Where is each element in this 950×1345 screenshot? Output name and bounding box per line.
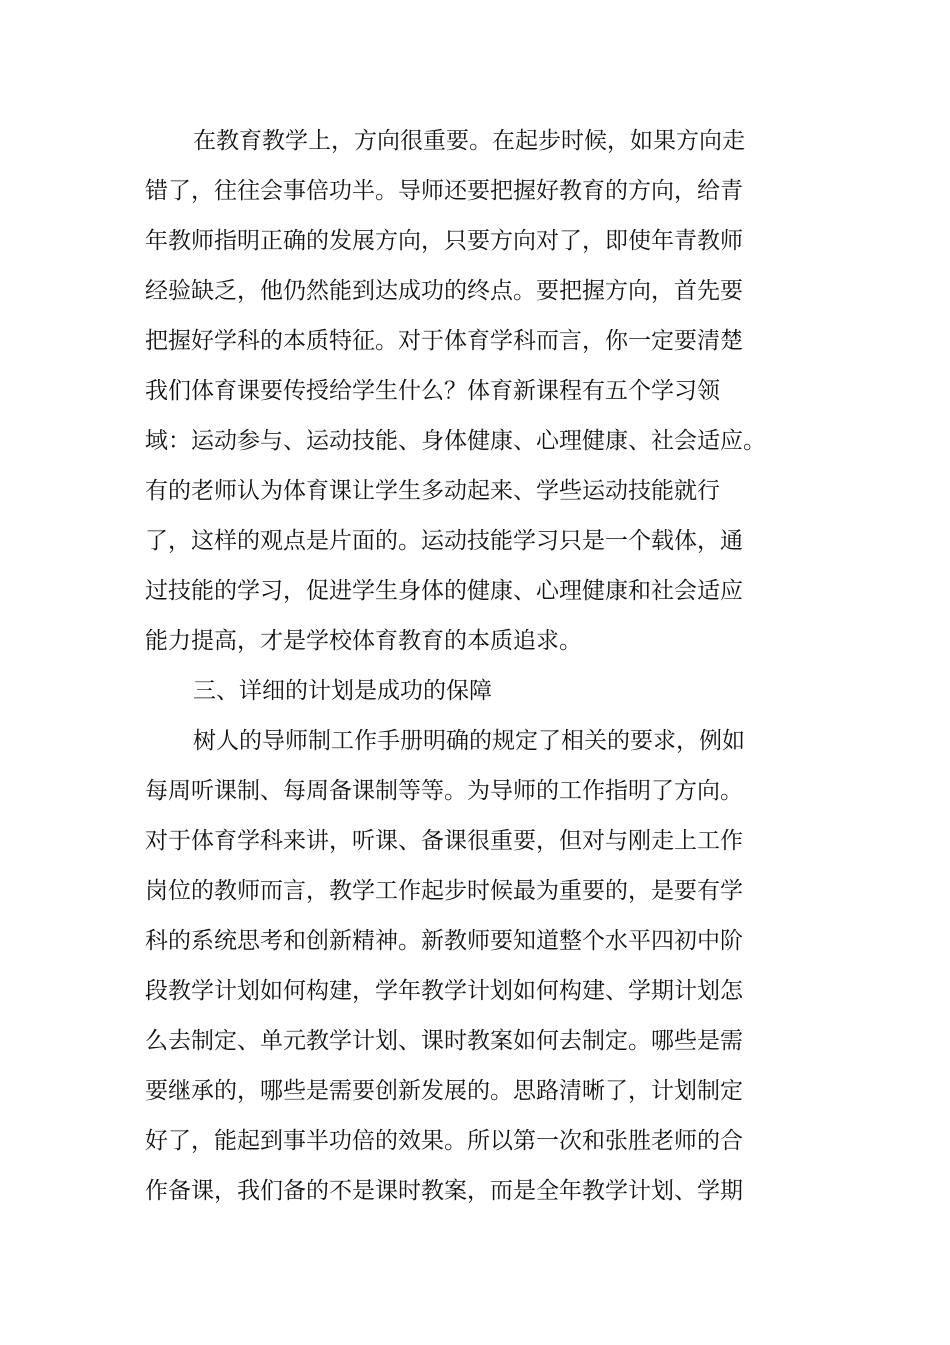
paragraph-line: 每周听课制、每周备课制等等。为导师的工作指明了方向。 — [145, 778, 743, 804]
paragraph-line: 能力提高，才是学校体育教育的本质追求。 — [145, 628, 582, 654]
paragraph-line: 树人的导师制工作手册明确的规定了相关的要求，例如 — [193, 728, 745, 754]
paragraph-line: 科的系统思考和创新精神。新教师要知道整个水平四初中阶 — [145, 928, 743, 954]
paragraph-line: 过技能的学习，促进学生身体的健康、心理健康和社会适应 — [145, 578, 743, 604]
paragraph-line: 错了，往往会事倍功半。导师还要把握好教育的方向，给青 — [145, 178, 743, 204]
paragraph-line: 在教育教学上，方向很重要。在起步时候，如果方向走 — [193, 128, 745, 154]
paragraph-line: 有的老师认为体育课让学生多动起来、学些运动技能就行 — [145, 478, 720, 504]
paragraph-line: 经验缺乏，他仍然能到达成功的终点。要把握方向，首先要 — [145, 278, 743, 304]
paragraph-line: 年教师指明正确的发展方向，只要方向对了，即使年青教师 — [145, 228, 743, 254]
paragraph-line: 了，这样的观点是片面的。运动技能学习只是一个载体，通 — [145, 528, 743, 554]
paragraph-line: 我们体育课要传授给学生什么？体育新课程有五个学习领 — [145, 378, 720, 404]
paragraph-line: 岗位的教师而言，教学工作起步时候最为重要的，是要有学 — [145, 878, 743, 904]
paragraph-line: 要继承的，哪些是需要创新发展的。思路清晰了，计划制定 — [145, 1078, 743, 1104]
paragraph-line: 好了，能起到事半功倍的效果。所以第一次和张胜老师的合 — [145, 1128, 743, 1154]
paragraph-line: 么去制定、单元教学计划、课时教案如何去制定。哪些是需 — [145, 1028, 743, 1054]
section-heading: 三、详细的计划是成功的保障 — [193, 678, 492, 704]
paragraph-line: 对于体育学科来讲，听课、备课很重要，但对与刚走上工作 — [145, 828, 743, 854]
paragraph-line: 作备课，我们备的不是课时教案，而是全年教学计划、学期 — [145, 1178, 743, 1204]
paragraph-line: 段教学计划如何构建，学年教学计划如何构建、学期计划怎 — [145, 978, 743, 1004]
paragraph-line: 域：运动参与、运动技能、身体健康、心理健康、社会适应。 — [145, 428, 766, 454]
paragraph-line: 把握好学科的本质特征。对于体育学科而言，你一定要清楚 — [145, 328, 743, 354]
